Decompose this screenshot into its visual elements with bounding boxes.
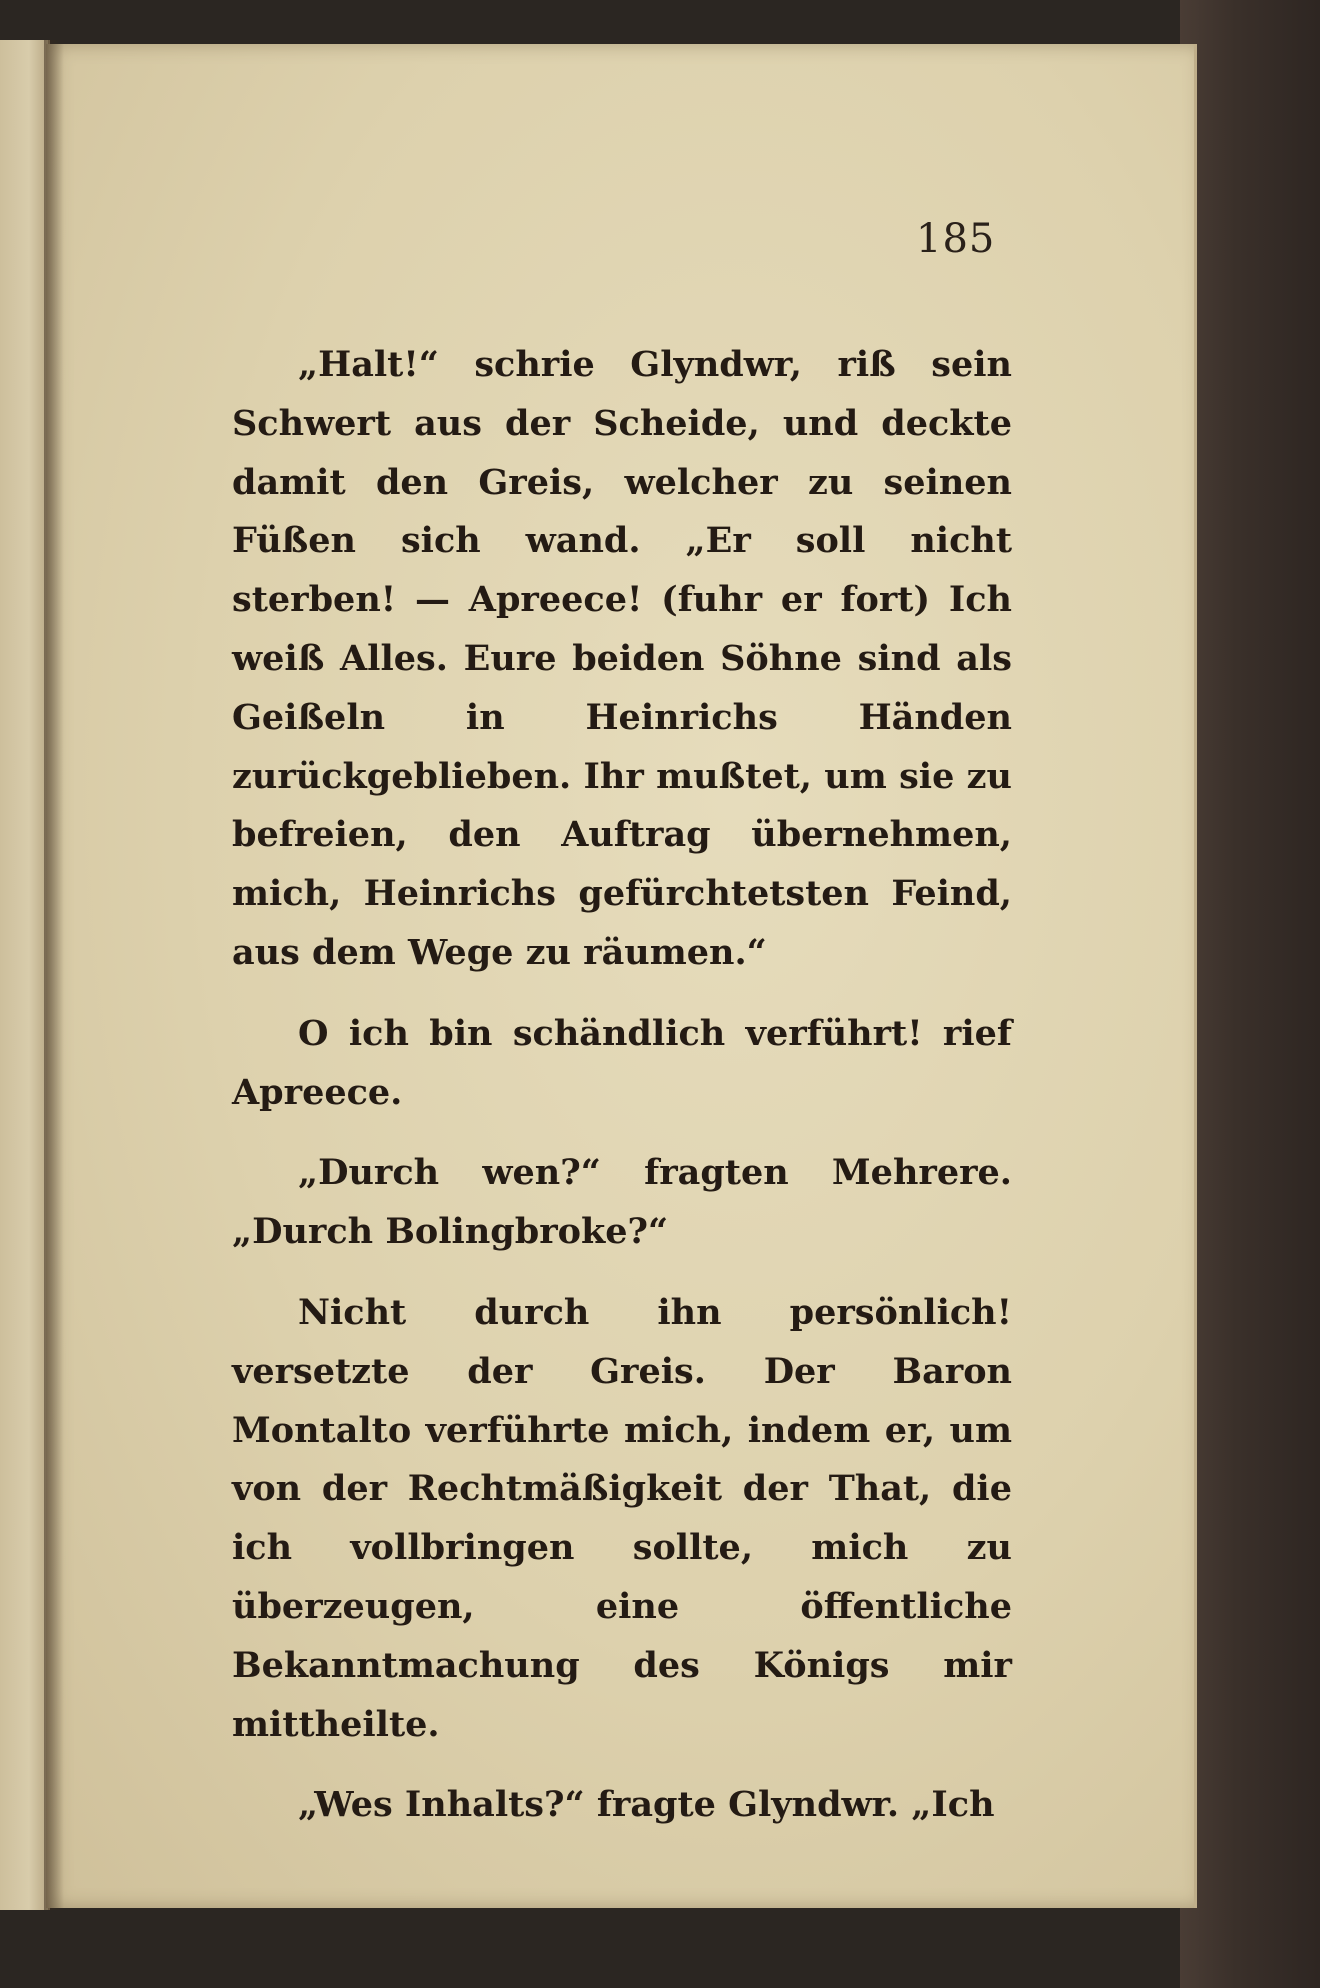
book-page xyxy=(46,44,1197,1908)
facing-page-edge xyxy=(0,40,50,1910)
paragraph: „Durch wen?“ fragten Mehrere. „Durch Bolingbroke?“ xyxy=(232,1152,1012,1253)
page-text xyxy=(232,336,1012,1835)
paragraph: „Wes Inhalts?“ fragte Glyndwr. „Ich xyxy=(298,1784,995,1826)
paragraph: O ich bin schändlich verführt! rief Apreece. xyxy=(232,1012,1012,1113)
paragraph: Nicht durch ihn persönlich! versetzte der Greis. Der Baron Montalto verführte mich, indem er, um von der Rechtmäßigkeit der That, die ich vollbringen sollte, mich zu überzeugen, eine öffentliche Bekanntmachung des Königs mir mittheilte. xyxy=(232,1291,1012,1745)
page-number: 185 xyxy=(916,216,996,262)
paragraph: „Halt!“ schrie Glyndwr, riß sein Schwert aus der Scheide, und deckte damit den Greis, welcher zu seinen Füßen sich wand. „Er soll nicht sterben! — Apreece! (fuhr er fort) Ich weiß Alles. Eure beiden Söhne sind als Geißeln in Heinrichs Händen zurückgeblieben. Ihr mußtet, um sie zu befreien, den Auftrag übernehmen, mich, Heinrichs gefürchtetsten Feind, aus dem Wege zu räumen.“ xyxy=(232,344,1012,973)
spine-shadow xyxy=(44,40,64,1910)
book-cover-edge xyxy=(1180,0,1320,1988)
